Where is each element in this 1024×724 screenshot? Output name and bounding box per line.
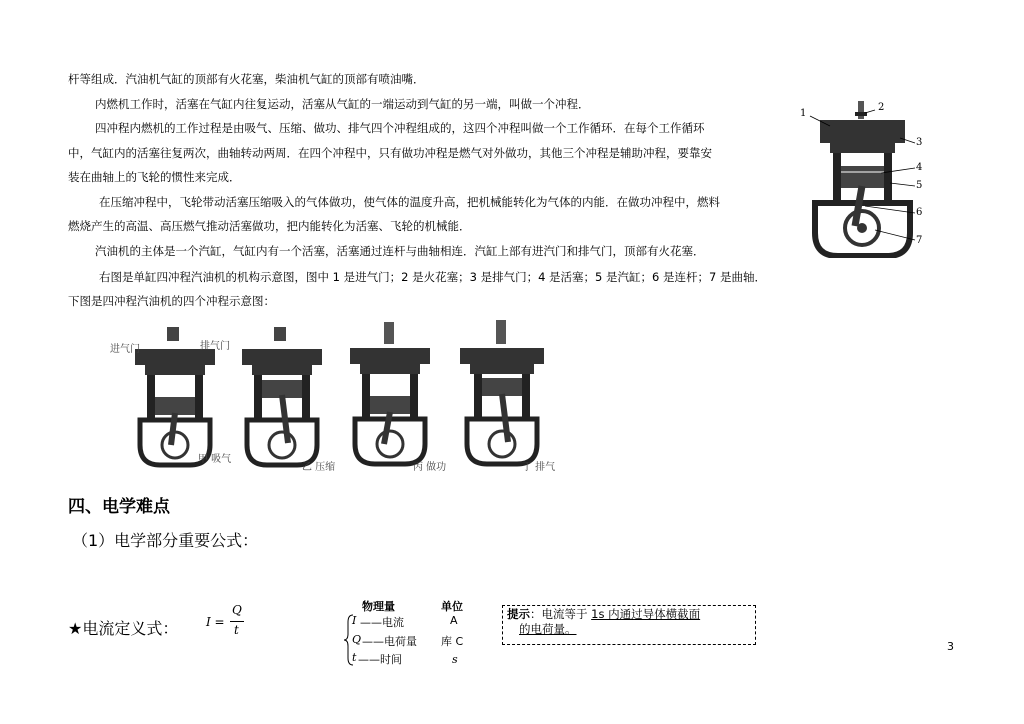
figure-number-5: 5 — [916, 180, 923, 191]
quantity-symbol-current: I — [352, 614, 357, 627]
intake-valve-label: 进气门 — [110, 344, 140, 355]
quantity-name-charge: ——电荷量 — [362, 635, 417, 648]
formula-label: ★电流定义式： — [68, 619, 179, 638]
stroke-label-compression: 乙 压缩 — [302, 462, 336, 473]
stroke-label-intake: 甲 吸气 — [198, 454, 232, 465]
text-line-7: 燃烧产生的高温、高压燃气推动活塞做功，把内能转化为活塞、飞轮的机械能． — [68, 219, 471, 233]
text-line-2: 内燃机工作时，活塞在气缸内往复运动，活塞从气缸的一端运动到气缸的另一端，叫做一个冲程． — [95, 97, 590, 111]
figure-number-3: 3 — [916, 137, 923, 148]
hint-box — [502, 605, 756, 645]
hint-label: 提示 — [507, 607, 530, 621]
quantity-name-time: ——时间 — [358, 653, 402, 666]
hint-underlined: 1s 内通过导体横截面 — [591, 607, 701, 621]
figure-number-1: 1 — [800, 108, 807, 119]
formula-denominator: t — [234, 623, 239, 637]
stroke-diagram-exhaust — [452, 318, 562, 470]
figure-number-4: 4 — [916, 162, 923, 173]
text-line-9: 右图是单缸四冲程汽油机的机构示意图，图中 1 是进气门；2 是火花塞；3 是排气门；4 是活塞；5 是汽缸；6 是连杆；7 是曲轴． — [99, 270, 766, 284]
figure-number-2: 2 — [878, 102, 885, 113]
formula-numerator: Q — [232, 603, 242, 617]
hint-text-b: 的电荷量。 — [519, 622, 577, 636]
fraction-bar — [230, 621, 244, 622]
figure-number-7: 7 — [916, 235, 923, 246]
quantity-symbol-charge: Q — [352, 633, 362, 646]
hint-text-a: ：电流等于 — [530, 607, 592, 621]
quantity-name-current: ——电流 — [360, 616, 404, 629]
stroke-diagram-compression — [232, 325, 342, 470]
formula-lhs: I = — [206, 615, 225, 629]
page-number: 3 — [947, 640, 954, 653]
unit-header: 单位 — [441, 600, 463, 613]
text-line-1: 杆等组成．汽油机气缸的顶部有火花塞，柴油机气缸的顶部有喷油嘴． — [68, 72, 425, 86]
subsection-title: （1）电学部分重要公式： — [72, 531, 259, 550]
figure-number-6: 6 — [916, 207, 923, 218]
stroke-label-exhaust: 丁 排气 — [522, 462, 556, 473]
section-title: 四、电学难点 — [68, 497, 170, 517]
exhaust-valve-label: 排气门 — [200, 341, 230, 352]
text-line-5: 装在曲轴上的飞轮的惯性来完成． — [68, 170, 241, 184]
text-line-10: 下图是四冲程汽油机的四个冲程示意图： — [68, 294, 275, 308]
stroke-label-power: 丙 做功 — [413, 462, 447, 473]
text-line-4: 中，气缸内的活塞往复两次，曲轴转动两周．在四个冲程中，只有做功冲程是燃气对外做功，其他三个冲程是辅助冲程，要靠安 — [68, 146, 712, 160]
text-line-6: 在压缩冲程中，飞轮带动活塞压缩吸入的气体做功，使气体的温度升高，把机械能转化为气体的内能．在做功冲程中，燃料 — [99, 195, 720, 209]
stroke-diagram-power — [340, 320, 450, 470]
quantity-symbol-time: t — [352, 651, 357, 664]
engine-structure-diagram — [795, 98, 930, 258]
quantity-unit-time: s — [452, 653, 458, 666]
quantity-header: 物理量 — [362, 600, 395, 613]
text-line-3: 四冲程内燃机的工作过程是由吸气、压缩、做功、排气四个冲程组成的，这四个冲程叫做一个工作循环．在每个工作循环 — [95, 121, 705, 135]
text-line-8: 汽油机的主体是一个汽缸，气缸内有一个活塞，活塞通过连杆与曲轴相连．汽缸上部有进汽门和排气门，顶部有火花塞． — [95, 244, 705, 258]
quantity-unit-current: A — [450, 614, 458, 627]
quantity-unit-charge: 库 C — [441, 635, 464, 648]
